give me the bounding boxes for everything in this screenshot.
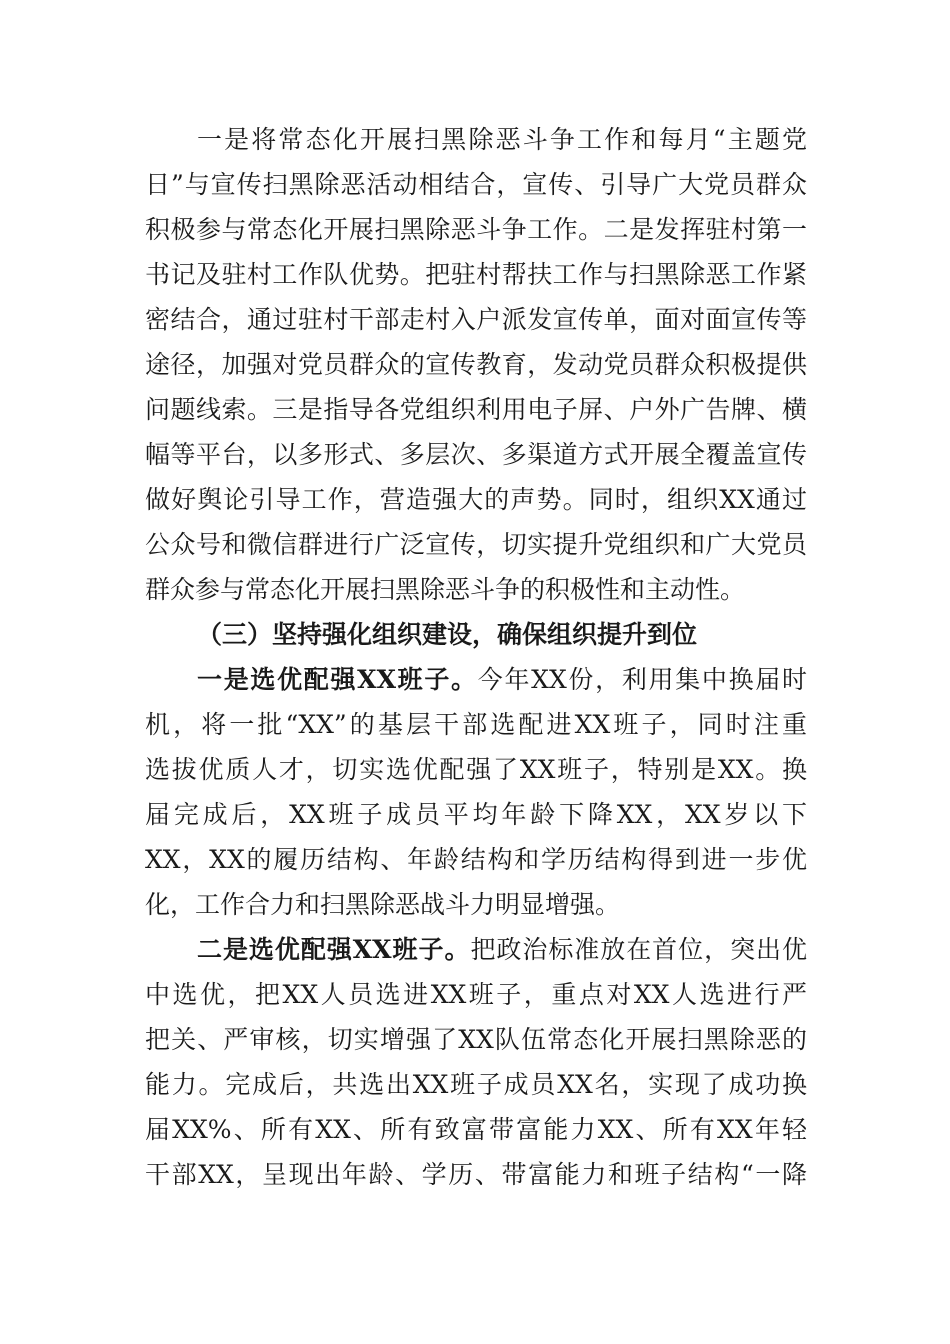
paragraph-2-line-2: 机，将一批“XX”的基层干部选配进XX班子，同时注重 [145, 710, 807, 739]
paragraph-2-lead: 一是选优配强XX班子。 [197, 665, 478, 694]
paragraph-1-line-4: 书记及驻村工作队优势。把驻村帮扶工作与扫黑除恶工作紧 [145, 260, 807, 289]
paragraph-1-line-10: 公众号和微信群进行广泛宣传，切实提升党组织和广大党员 [145, 530, 807, 559]
paragraph-3-line-6: 干部XX，呈现出年龄、学历、带富能力和班子结构“一降 [145, 1160, 807, 1189]
paragraph-2-first-rest: 今年XX份，利用集中换届时 [477, 665, 807, 694]
paragraph-1-line-3: 积极参与常态化开展扫黑除恶斗争工作。二是发挥驻村第一 [145, 215, 807, 244]
paragraph-3-line-4: 能力。完成后，共选出XX班子成员XX名，实现了成功换 [145, 1070, 807, 1099]
paragraph-2-line-4: 届完成后，XX班子成员平均年龄下降XX，XX岁以下 [145, 800, 807, 829]
paragraph-3-first-rest: 把政治标准放在首位，突出优 [470, 935, 807, 964]
paragraph-1-line-6: 途径，加强对党员群众的宣传教育，发动党员群众积极提供 [145, 350, 807, 379]
paragraph-1-line-11: 群众参与常态化开展扫黑除恶斗争的积极性和主动性。 [145, 575, 746, 604]
paragraph-1-line-1: 一是将常态化开展扫黑除恶斗争工作和每月“主题党 [197, 125, 807, 154]
paragraph-1-line-9: 做好舆论引导工作，营造强大的声势。同时，组织XX通过 [145, 485, 807, 514]
paragraph-3-line-3: 把关、严审核，切实增强了XX队伍常态化开展扫黑除恶的 [145, 1025, 807, 1054]
paragraph-2-line-1 [197, 665, 807, 695]
paragraph-1-line-8: 幅等平台，以多形式、多层次、多渠道方式开展全覆盖宣传 [145, 440, 807, 469]
paragraph-3-line-1 [197, 935, 807, 965]
paragraph-3-lead: 二是选优配强XX班子。 [197, 935, 471, 964]
paragraph-2-line-5: XX，XX的履历结构、年龄结构和学历结构得到进一步优 [145, 845, 807, 874]
paragraph-1-line-5: 密结合，通过驻村干部走村入户派发宣传单，面对面宣传等 [145, 305, 807, 334]
paragraph-1-line-2: 日”与宣传扫黑除恶活动相结合，宣传、引导广大党员群众 [145, 170, 807, 199]
paragraph-2-line-6: 化，工作合力和扫黑除恶战斗力明显增强。 [145, 890, 621, 919]
paragraph-1-line-7: 问题线索。三是指导各党组织利用电子屏、户外广告牌、横 [145, 395, 807, 424]
paragraph-3-line-5: 届XX%、所有XX、所有致富带富能力XX、所有XX年轻 [145, 1115, 807, 1144]
paragraph-3-line-2: 中选优，把XX人员选进XX班子，重点对XX人选进行严 [145, 980, 807, 1009]
section-3-heading: （三）坚持强化组织建设，确保组织提升到位 [197, 620, 698, 649]
paragraph-2-line-3: 选拔优质人才，切实选优配强了XX班子，特别是XX。换 [145, 755, 807, 784]
